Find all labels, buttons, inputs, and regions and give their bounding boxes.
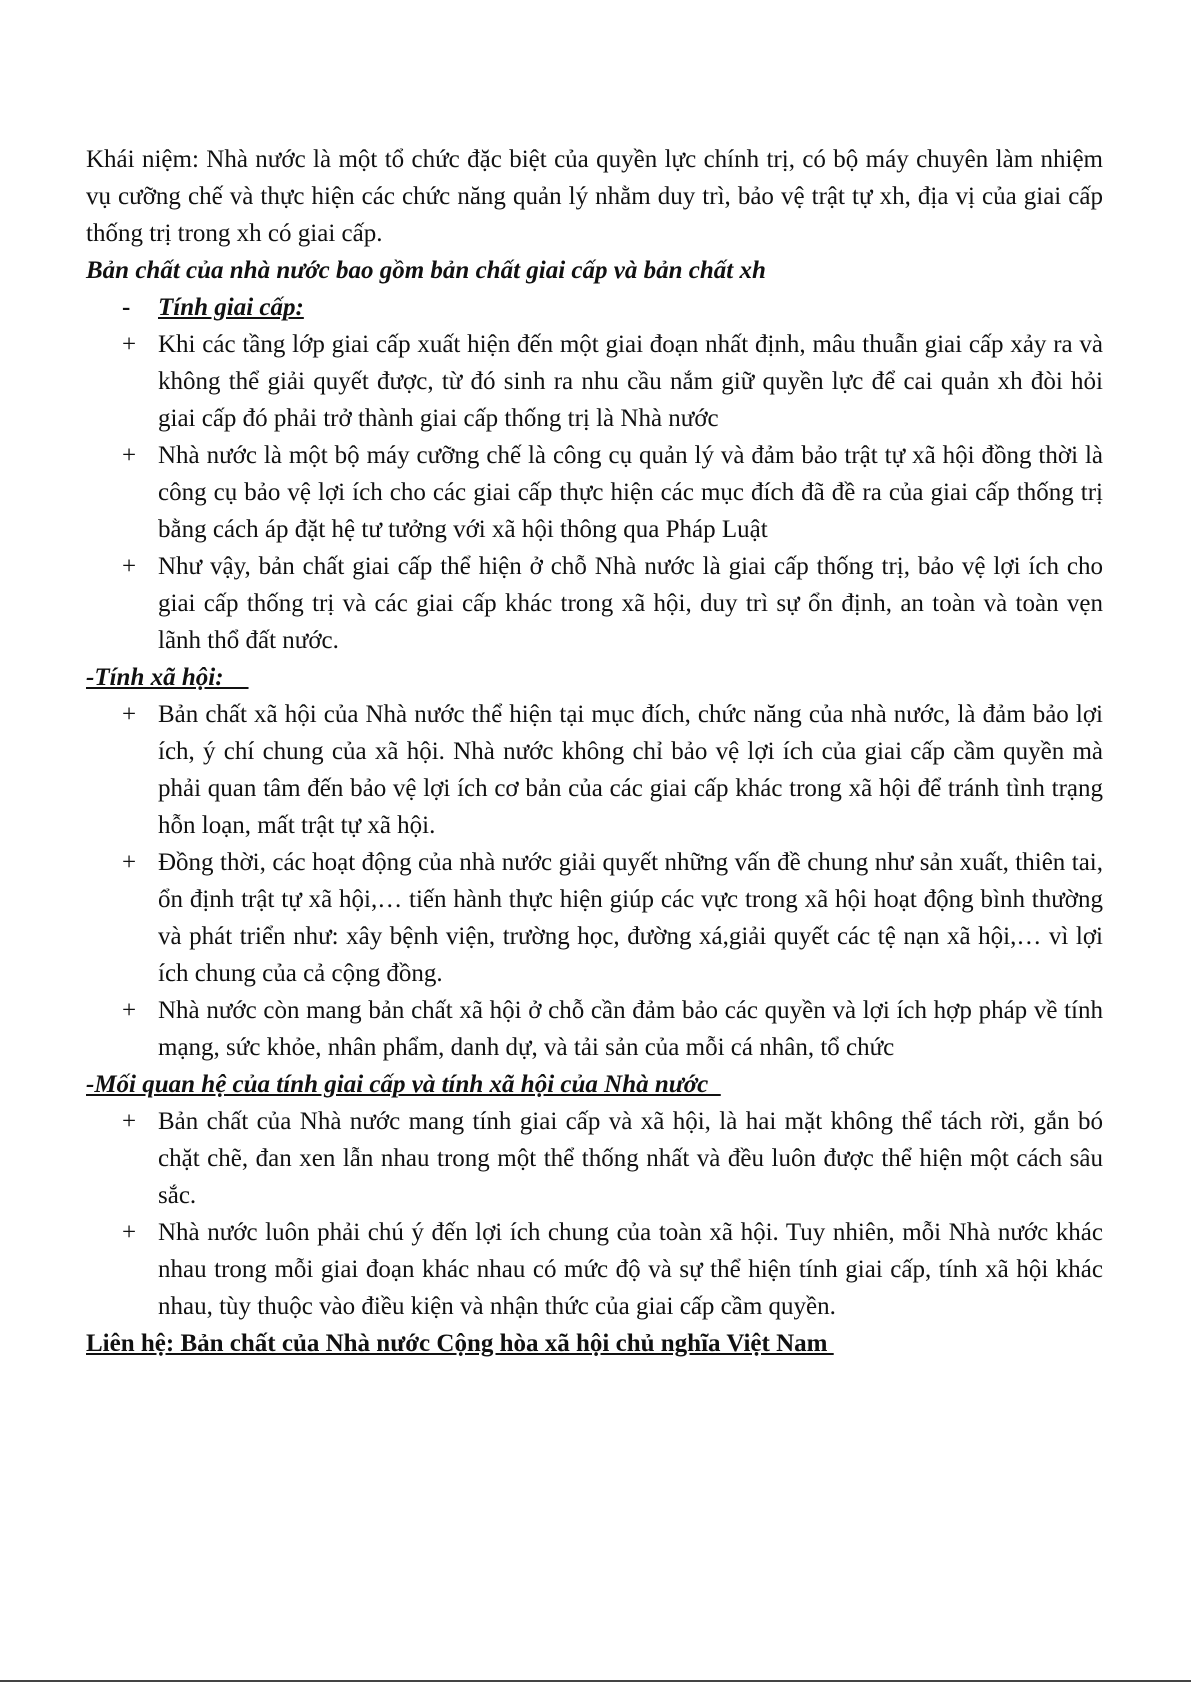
plus-marker: +: [122, 553, 137, 580]
list-item-text: Nhà nước còn mang bản chất xã hội ở chỗ cần đảm bảo các quyền và lợi ích hợp pháp về tính mạng, sức khỏe, nhân phẩm, danh dự, và tải sản của mỗi cá nhân, tổ chức: [158, 997, 1103, 1061]
plus-marker: +: [122, 442, 137, 469]
relation-section-heading: [86, 1066, 1103, 1103]
list-item: [122, 844, 1103, 992]
relation-section-title: -Mối quan hệ của tính giai cấp và tính xã hội của Nhà nước: [86, 1071, 721, 1098]
list-item-text: Nhà nước là một bộ máy cưỡng chế là công cụ quản lý và đảm bảo trật tự xã hội đồng thời là công cụ bảo vệ lợi ích cho các giai cấp thực hiện các mục đích đã đề ra của giai cấp thống trị bằng cách áp đặt hệ tư tưởng với xã hội thông qua Pháp Luật: [158, 442, 1103, 543]
list-item: [122, 696, 1103, 844]
link-heading: [86, 1325, 1103, 1362]
class-section-title: Tính giai cấp:: [158, 294, 304, 321]
list-item-text: Bản chất xã hội của Nhà nước thể hiện tại mục đích, chức năng của nhà nước, là đảm bảo lợi ích, ý chí chung của xã hội. Nhà nước không chỉ bảo vệ lợi ích của giai cấp cầm quyền mà phải quan tâm đến bảo vệ lợi ích cơ bản của các giai cấp khác trong xã hội để tránh tình trạng hỗn loạn, mất trật tự xã hội.: [158, 701, 1103, 839]
page-bottom-divider: [0, 1680, 1191, 1682]
list-item-text: Như vậy, bản chất giai cấp thể hiện ở chỗ Nhà nước là giai cấp thống trị, bảo vệ lợi ích cho giai cấp thống trị và các giai cấp khác trong xã hội, duy trì sự ổn định, an toàn và toàn vẹn lãnh thổ đất nước.: [158, 553, 1103, 654]
list-item-text: Nhà nước luôn phải chú ý đến lợi ích chung của toàn xã hội. Tuy nhiên, mỗi Nhà nước khác nhau trong mỗi giai đoạn khác nhau có mức độ và sự thể hiện tính giai cấp, tính xã hội khác nhau, tùy thuộc vào điều kiện và nhận thức của giai cấp cầm quyền.: [158, 1219, 1103, 1320]
nature-heading: Bản chất của nhà nước bao gồm bản chất giai cấp và bản chất xh: [86, 257, 766, 284]
list-item: [122, 326, 1103, 437]
class-section-heading: [122, 289, 1103, 326]
list-item: [122, 548, 1103, 659]
plus-marker: +: [122, 849, 137, 876]
social-section-heading: [86, 659, 1103, 696]
plus-marker: +: [122, 331, 137, 358]
link-heading-text: Liên hệ: Bản chất của Nhà nước Cộng hòa xã hội chủ nghĩa Việt Nam: [86, 1330, 834, 1357]
list-item: [122, 1214, 1103, 1325]
plus-marker: +: [122, 1108, 137, 1135]
list-item-text: Khi các tầng lớp giai cấp xuất hiện đến một giai đoạn nhất định, mâu thuẫn giai cấp xảy ra và không thể giải quyết được, từ đó sinh ra nhu cầu nắm giữ quyền lực để cai quản xh đòi hỏi giai cấp đó phải trở thành giai cấp thống trị là Nhà nước: [158, 331, 1103, 432]
social-section-title: -Tính xã hội:: [86, 664, 249, 691]
list-item: [122, 1103, 1103, 1214]
plus-marker: +: [122, 701, 137, 728]
dash-marker: -: [122, 294, 131, 321]
list-item-text: Bản chất của Nhà nước mang tính giai cấp và xã hội, là hai mặt không thể tách rời, gắn bó chặt chẽ, đan xen lẫn nhau trong một thể thống nhất và đều luôn được thể hiện một cách sâu sắc.: [158, 1108, 1103, 1209]
list-item: [122, 992, 1103, 1066]
plus-marker: +: [122, 1219, 137, 1246]
list-item-text: Đồng thời, các hoạt động của nhà nước giải quyết những vấn đề chung như sản xuất, thiên tai, ổn định trật tự xã hội,… tiến hành thực hiện giúp các vực trong xã hội hoạt động bình thường và phát triển như: xây bệnh viện, trường học, đường xá,giải quyết các tệ nạn xã hội,… vì lợi ích chung của cả cộng đồng.: [158, 849, 1103, 987]
plus-marker: +: [122, 997, 137, 1024]
list-item: [122, 437, 1103, 548]
document-page: [86, 141, 1103, 1362]
intro-paragraph: Khái niệm: Nhà nước là một tổ chức đặc biệt của quyền lực chính trị, có bộ máy chuyên làm nhiệm vụ cưỡng chế và thực hiện các chức năng quản lý nhằm duy trì, bảo vệ trật tự xh, địa vị của giai cấp thống trị trong xh có giai cấp.: [86, 146, 1103, 247]
